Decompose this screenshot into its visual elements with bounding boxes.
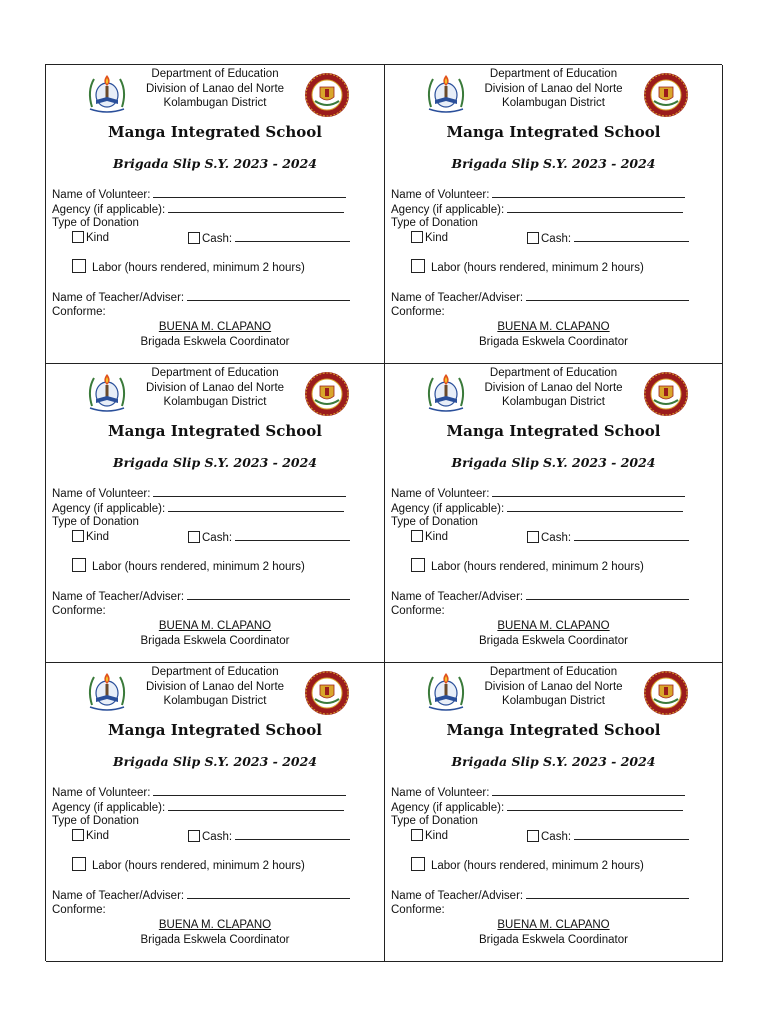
cash-amount-blank[interactable] [235,231,350,242]
cash-checkbox[interactable] [188,830,200,842]
labor-checkbox[interactable] [72,558,86,572]
labor-label: Labor (hours rendered, minimum 2 hours) [92,561,305,573]
volunteer-label: Name of Volunteer: [52,488,151,500]
conforme-label: Conforme: [52,306,106,318]
school-name: Manga Integrated School [446,721,661,739]
kind-checkbox[interactable] [411,829,423,841]
teacher-name-blank[interactable] [187,589,350,600]
conforme-label: Conforme: [52,605,106,617]
header-division: Division of Lanao del Norte [145,381,285,394]
conforme-label: Conforme: [391,306,445,318]
cash-label: Cash: [541,532,572,544]
header-division: Division of Lanao del Norte [484,680,623,693]
kind-label: Kind [425,232,449,244]
coordinator-name: BUENA M. CLAPANO [158,620,272,632]
header-district: Kolambugan District [502,97,605,109]
cash-checkbox[interactable] [188,531,200,543]
brigada-slip-6 [385,663,723,962]
agency-label: Agency (if applicable): [391,503,505,515]
teacher-name-blank[interactable] [526,290,689,301]
header-district: Kolambugan District [502,396,605,408]
kind-checkbox[interactable] [72,829,84,841]
header-division: Division of Lanao del Norte [145,82,285,95]
school-name: Manga Integrated School [446,123,661,141]
labor-checkbox[interactable] [72,259,86,273]
kind-label: Kind [425,830,449,842]
agency-blank[interactable] [507,202,683,213]
volunteer-label: Name of Volunteer: [391,189,490,201]
teacher-label: Name of Teacher/Adviser: [391,292,524,304]
coordinator-name: BUENA M. CLAPANO [497,919,610,931]
volunteer-name-blank[interactable] [153,187,346,198]
kind-checkbox[interactable] [411,231,423,243]
labor-label: Labor (hours rendered, minimum 2 hours) [92,860,305,872]
cash-amount-blank[interactable] [235,829,350,840]
coordinator-role: Brigada Eskwela Coordinator [479,635,628,647]
teacher-name-blank[interactable] [526,589,689,600]
agency-blank[interactable] [168,501,344,512]
teacher-label: Name of Teacher/Adviser: [391,890,524,902]
labor-checkbox[interactable] [411,558,425,572]
brigada-slip-5 [46,663,385,962]
teacher-name-blank[interactable] [187,888,350,899]
slip-title: Brigada Slip S.Y. 2023 - 2024 [113,455,317,470]
agency-label: Agency (if applicable): [391,802,505,814]
agency-label: Agency (if applicable): [52,503,166,515]
school-seal-icon [642,370,690,418]
volunteer-name-blank[interactable] [492,486,685,497]
header-department: Department of Education [489,68,618,80]
teacher-name-blank[interactable] [526,888,689,899]
cash-label: Cash: [202,233,233,245]
volunteer-label: Name of Volunteer: [52,787,151,799]
header-department: Department of Education [151,367,279,379]
labor-label: Labor (hours rendered, minimum 2 hours) [431,860,644,872]
donation-type-label: Type of Donation [391,217,478,229]
agency-blank[interactable] [168,202,344,213]
kind-checkbox[interactable] [72,530,84,542]
labor-checkbox[interactable] [411,259,425,273]
slip-title: Brigada Slip S.Y. 2023 - 2024 [451,455,656,470]
agency-label: Agency (if applicable): [52,204,166,216]
volunteer-name-blank[interactable] [153,785,346,796]
school-seal-icon [303,669,351,717]
header-department: Department of Education [151,666,279,678]
coordinator-role: Brigada Eskwela Coordinator [140,635,290,647]
agency-label: Agency (if applicable): [52,802,166,814]
agency-blank[interactable] [168,800,344,811]
kind-label: Kind [86,531,110,543]
donation-type-label: Type of Donation [391,815,478,827]
kind-checkbox[interactable] [72,231,84,243]
school-name: Manga Integrated School [108,721,322,739]
header-division: Division of Lanao del Norte [145,680,285,693]
cash-label: Cash: [541,831,572,843]
labor-label: Labor (hours rendered, minimum 2 hours) [92,262,305,274]
teacher-name-blank[interactable] [187,290,350,301]
labor-checkbox[interactable] [72,857,86,871]
header-district: Kolambugan District [163,396,267,408]
volunteer-name-blank[interactable] [492,785,685,796]
header-district: Kolambugan District [502,695,605,707]
donation-type-label: Type of Donation [52,217,139,229]
cash-label: Cash: [202,532,233,544]
coordinator-name: BUENA M. CLAPANO [497,321,610,333]
header-division: Division of Lanao del Norte [484,381,623,394]
slip-title: Brigada Slip S.Y. 2023 - 2024 [451,754,656,769]
brigada-slip-3 [46,364,385,663]
coordinator-name: BUENA M. CLAPANO [158,321,272,333]
slip-title: Brigada Slip S.Y. 2023 - 2024 [113,754,317,769]
coordinator-name: BUENA M. CLAPANO [158,919,272,931]
school-seal-icon [642,669,690,717]
school-name: Manga Integrated School [446,422,661,440]
header-department: Department of Education [151,68,279,80]
slip-title: Brigada Slip S.Y. 2023 - 2024 [451,156,656,171]
cash-amount-blank[interactable] [574,231,689,242]
volunteer-label: Name of Volunteer: [391,787,490,799]
volunteer-label: Name of Volunteer: [391,488,490,500]
conforme-label: Conforme: [391,904,445,916]
cash-label: Cash: [202,831,233,843]
header-department: Department of Education [489,367,618,379]
coordinator-role: Brigada Eskwela Coordinator [140,934,290,946]
cash-amount-blank[interactable] [235,530,350,541]
donation-type-label: Type of Donation [52,815,139,827]
cash-checkbox[interactable] [188,232,200,244]
coordinator-name: BUENA M. CLAPANO [497,620,610,632]
kind-checkbox[interactable] [411,530,423,542]
school-name: Manga Integrated School [108,422,322,440]
kind-label: Kind [425,531,449,543]
kind-label: Kind [86,830,110,842]
cash-amount-blank[interactable] [574,829,689,840]
labor-label: Labor (hours rendered, minimum 2 hours) [431,561,644,573]
header-department: Department of Education [489,666,618,678]
header-division: Division of Lanao del Norte [484,82,623,95]
labor-label: Labor (hours rendered, minimum 2 hours) [431,262,644,274]
school-seal-icon [642,71,690,119]
conforme-label: Conforme: [391,605,445,617]
cash-amount-blank[interactable] [574,530,689,541]
coordinator-role: Brigada Eskwela Coordinator [140,336,290,348]
cash-label: Cash: [541,233,572,245]
labor-checkbox[interactable] [411,857,425,871]
agency-blank[interactable] [507,501,683,512]
teacher-label: Name of Teacher/Adviser: [391,591,524,603]
brigada-slip-2 [385,65,723,364]
brigada-slip-4 [385,364,723,663]
cash-checkbox[interactable] [527,830,539,842]
teacher-label: Name of Teacher/Adviser: [52,292,185,304]
cash-checkbox[interactable] [527,531,539,543]
kind-label: Kind [86,232,110,244]
volunteer-label: Name of Volunteer: [52,189,151,201]
coordinator-role: Brigada Eskwela Coordinator [479,336,628,348]
donation-type-label: Type of Donation [52,516,139,528]
school-seal-icon [303,370,351,418]
agency-label: Agency (if applicable): [391,204,505,216]
agency-blank[interactable] [507,800,683,811]
school-seal-icon [303,71,351,119]
teacher-label: Name of Teacher/Adviser: [52,890,185,902]
donation-type-label: Type of Donation [391,516,478,528]
brigada-slip-1 [46,65,385,364]
header-district: Kolambugan District [163,695,267,707]
teacher-label: Name of Teacher/Adviser: [52,591,185,603]
cash-checkbox[interactable] [527,232,539,244]
volunteer-name-blank[interactable] [492,187,685,198]
slip-title: Brigada Slip S.Y. 2023 - 2024 [113,156,317,171]
school-name: Manga Integrated School [108,123,322,141]
volunteer-name-blank[interactable] [153,486,346,497]
conforme-label: Conforme: [52,904,106,916]
brigada-slip-sheet [45,64,722,961]
coordinator-role: Brigada Eskwela Coordinator [479,934,628,946]
header-district: Kolambugan District [163,97,267,109]
